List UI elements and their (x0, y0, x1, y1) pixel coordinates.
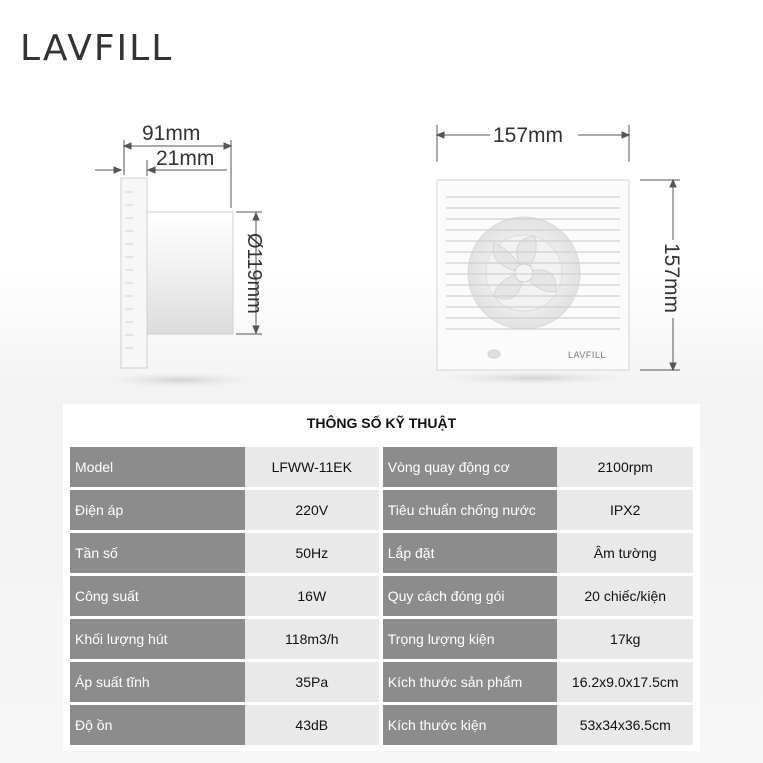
spec-label: Độ ồn (70, 705, 245, 745)
spec-value: 53x34x36.5cm (557, 705, 693, 745)
front-brand-badge: LAVFILL (568, 350, 606, 360)
spec-label: Áp suất tĩnh (70, 662, 245, 702)
spec-label: Tần số (70, 533, 245, 573)
spec-label: Kích thước sản phẩm (383, 662, 558, 702)
spec-label: Quy cách đóng gói (383, 576, 558, 616)
table-row (70, 705, 693, 745)
side-total-depth-label: 91mm (142, 122, 201, 145)
spec-label: Vòng quay động cơ (383, 447, 558, 487)
spec-value: 118m3/h (245, 619, 379, 659)
spec-value: 20 chiếc/kiện (557, 576, 693, 616)
spec-value: 16W (245, 576, 379, 616)
spec-value: Âm tường (557, 533, 693, 573)
spec-value: IPX2 (557, 490, 693, 530)
table-row (70, 447, 693, 487)
front-width-label: 157mm (493, 124, 564, 147)
table-row (70, 533, 693, 573)
spec-label: Model (70, 447, 245, 487)
spec-label: Công suất (70, 576, 245, 616)
spec-label: Tiêu chuẩn chống nước (383, 490, 558, 530)
table-row (70, 619, 693, 659)
front-height-label: 157mm (660, 243, 683, 314)
table-row (70, 576, 693, 616)
spec-table (70, 444, 693, 748)
spec-value: 35Pa (245, 662, 379, 702)
spec-section (63, 404, 700, 751)
spec-label: Điện áp (70, 490, 245, 530)
front-view (433, 124, 683, 385)
table-row (70, 662, 693, 702)
spec-value: 220V (245, 490, 379, 530)
spec-label: Khối lượng hút (70, 619, 245, 659)
spec-value: 2100rpm (557, 447, 693, 487)
spec-value: 43dB (245, 705, 379, 745)
spec-value: 17kg (557, 619, 693, 659)
spec-value: 16.2x9.0x17.5cm (557, 662, 693, 702)
spec-value: 50Hz (245, 533, 379, 573)
side-flange-depth-label: 21mm (156, 147, 215, 170)
spec-label: Trọng lượng kiện (383, 619, 558, 659)
spec-label: Lắp đặt (383, 533, 558, 573)
spec-label: Kích thước kiện (383, 705, 558, 745)
brand-logo-text: LAVFILL (20, 28, 174, 69)
table-row (70, 490, 693, 530)
spec-title: THÔNG SỐ KỸ THUẬT (306, 415, 457, 431)
spec-value: LFWW-11EK (245, 447, 379, 487)
side-diameter-label: Ø119mm (243, 233, 265, 314)
side-view (95, 122, 265, 388)
